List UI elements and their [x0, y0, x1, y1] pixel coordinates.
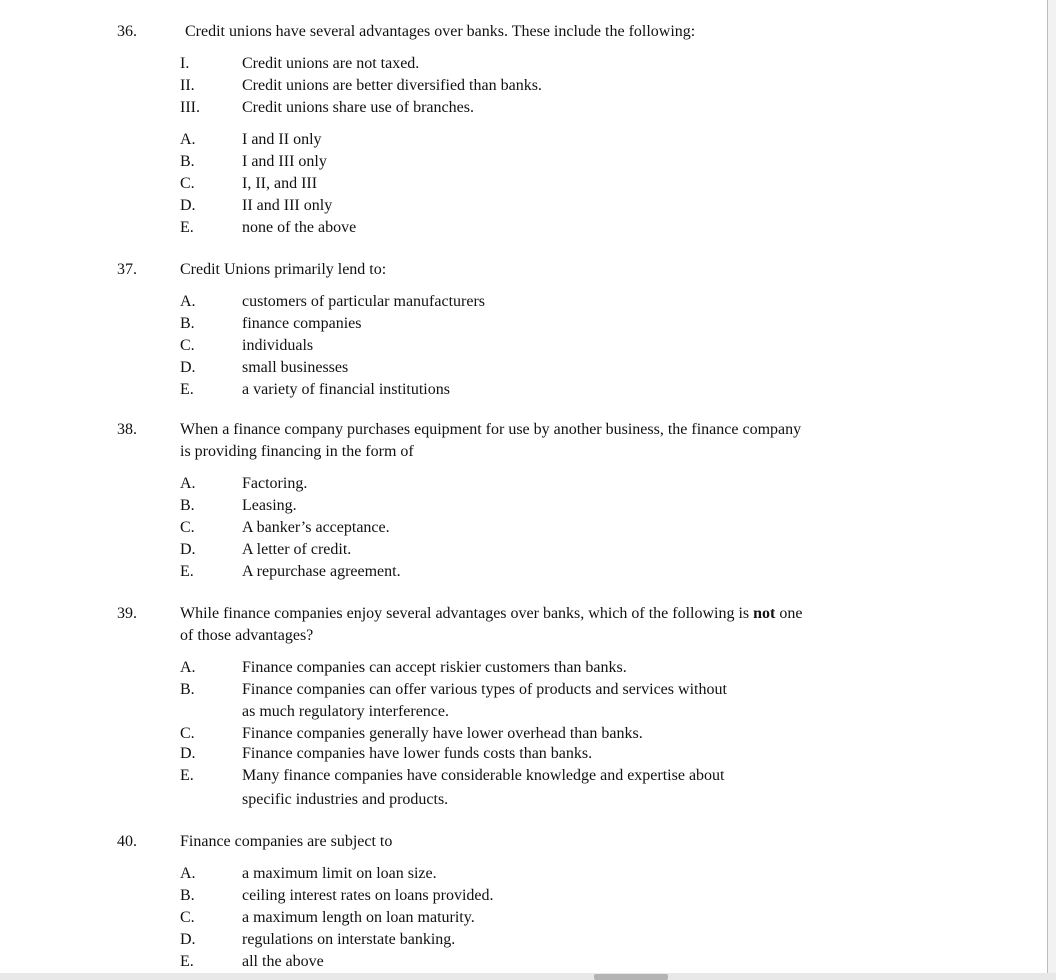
option-text: ceiling interest rates on loans provided. — [242, 887, 494, 904]
option-label: E. — [180, 953, 194, 970]
option-text: Finance companies can offer various types of products and services without — [242, 681, 727, 698]
answer-option — [0, 863, 1040, 885]
scrollbar-thumb[interactable] — [594, 974, 668, 980]
question-number: 36. — [117, 23, 137, 40]
option-label: B. — [180, 497, 195, 514]
question-stem-line2: is providing financing in the form of — [180, 443, 414, 460]
statement-label: II. — [180, 77, 195, 94]
option-label: A. — [180, 475, 196, 492]
option-text: I, II, and III — [242, 175, 318, 192]
option-label: E. — [180, 219, 194, 236]
statement-item — [0, 75, 1040, 97]
answer-option — [0, 173, 1040, 195]
option-label: E. — [180, 767, 194, 784]
answer-option — [0, 743, 1040, 765]
option-text: Finance companies generally have lower overhead than banks. — [242, 725, 643, 742]
option-label: D. — [180, 197, 196, 214]
answer-option — [0, 951, 1040, 973]
option-text: A banker’s acceptance. — [242, 519, 390, 536]
statement-label: III. — [180, 99, 200, 116]
option-text: II and III only — [242, 197, 333, 214]
option-label: A. — [180, 865, 196, 882]
answer-option — [0, 657, 1040, 679]
statement-item — [0, 53, 1040, 75]
answer-option — [0, 539, 1040, 561]
statement-text: Credit unions are better diversified than banks. — [242, 77, 542, 94]
answer-option — [0, 151, 1040, 173]
option-text-continued: specific industries and products. — [242, 791, 449, 808]
option-text: Leasing. — [242, 497, 297, 514]
question-number: 40. — [117, 833, 137, 850]
option-label: A. — [180, 659, 196, 676]
answer-option — [0, 357, 1040, 379]
option-label: E. — [180, 381, 194, 398]
answer-option — [0, 291, 1040, 313]
option-text: individuals — [242, 337, 314, 354]
stem-emphasis: not — [753, 605, 776, 622]
option-label: D. — [180, 541, 196, 558]
option-text: all the above — [242, 953, 324, 970]
question-stem-line1 — [180, 603, 980, 625]
answer-option — [0, 335, 1040, 357]
option-text: a maximum limit on loan size. — [242, 865, 437, 882]
question-stem-line2: of those advantages? — [180, 627, 314, 644]
question-number: 39. — [117, 605, 137, 622]
answer-option — [0, 473, 1040, 495]
answer-option — [0, 517, 1040, 539]
option-text: finance companies — [242, 315, 362, 332]
option-label: A. — [180, 293, 196, 310]
answer-option — [0, 907, 1040, 929]
answer-option — [0, 929, 1040, 951]
answer-option — [0, 723, 1040, 745]
option-label: C. — [180, 725, 195, 742]
question-stem: Finance companies are subject to — [180, 833, 393, 850]
option-label: D. — [180, 931, 196, 948]
option-label: B. — [180, 887, 195, 904]
option-text: I and II only — [242, 131, 322, 148]
option-label: C. — [180, 909, 195, 926]
option-label: C. — [180, 175, 195, 192]
answer-option — [0, 561, 1040, 583]
answer-option — [0, 313, 1040, 335]
option-text: Many finance companies have considerable knowledge and expertise about — [242, 767, 725, 784]
option-text: small businesses — [242, 359, 349, 376]
option-text: A letter of credit. — [242, 541, 352, 558]
answer-option — [0, 885, 1040, 907]
question-number: 38. — [117, 421, 137, 438]
answer-option — [0, 195, 1040, 217]
option-label: A. — [180, 131, 196, 148]
question-number: 37. — [117, 261, 137, 278]
stem-text: While finance companies enjoy several advantages over banks, which of the following is — [180, 605, 754, 622]
option-text: A repurchase agreement. — [242, 563, 401, 580]
answer-option — [0, 679, 1040, 723]
option-label: C. — [180, 337, 195, 354]
option-text: regulations on interstate banking. — [242, 931, 456, 948]
answer-option — [0, 129, 1040, 151]
option-label: B. — [180, 315, 195, 332]
option-text: I and III only — [242, 153, 327, 170]
option-label: B. — [180, 681, 195, 698]
option-label: C. — [180, 519, 195, 536]
answer-option — [0, 495, 1040, 517]
answer-option — [0, 379, 1040, 401]
statement-label: I. — [180, 55, 190, 72]
question-stem: Credit unions have several advantages over banks. These include the following: — [185, 23, 696, 40]
statement-text: Credit unions are not taxed. — [242, 55, 420, 72]
question-stem-line1: When a finance company purchases equipment for use by another business, the finance company — [180, 421, 802, 438]
question-stem: Credit Unions primarily lend to: — [180, 261, 387, 278]
option-text: none of the above — [242, 219, 357, 236]
option-label: D. — [180, 745, 196, 762]
option-text: Finance companies can accept riskier customers than banks. — [242, 659, 627, 676]
statement-item — [0, 97, 1040, 119]
option-text: customers of particular manufacturers — [242, 293, 486, 310]
option-text-continued: as much regulatory interference. — [242, 703, 450, 720]
horizontal-scrollbar[interactable] — [0, 973, 1056, 980]
stem-text-end: one — [775, 605, 803, 622]
option-text: a maximum length on loan maturity. — [242, 909, 475, 926]
answer-option — [0, 217, 1040, 239]
option-label: E. — [180, 563, 194, 580]
option-label: B. — [180, 153, 195, 170]
option-label: D. — [180, 359, 196, 376]
option-text: Factoring. — [242, 475, 308, 492]
statement-text: Credit unions share use of branches. — [242, 99, 474, 116]
answer-option — [0, 765, 1040, 811]
option-text: Finance companies have lower funds costs than banks. — [242, 745, 593, 762]
option-text: a variety of financial institutions — [242, 381, 450, 398]
